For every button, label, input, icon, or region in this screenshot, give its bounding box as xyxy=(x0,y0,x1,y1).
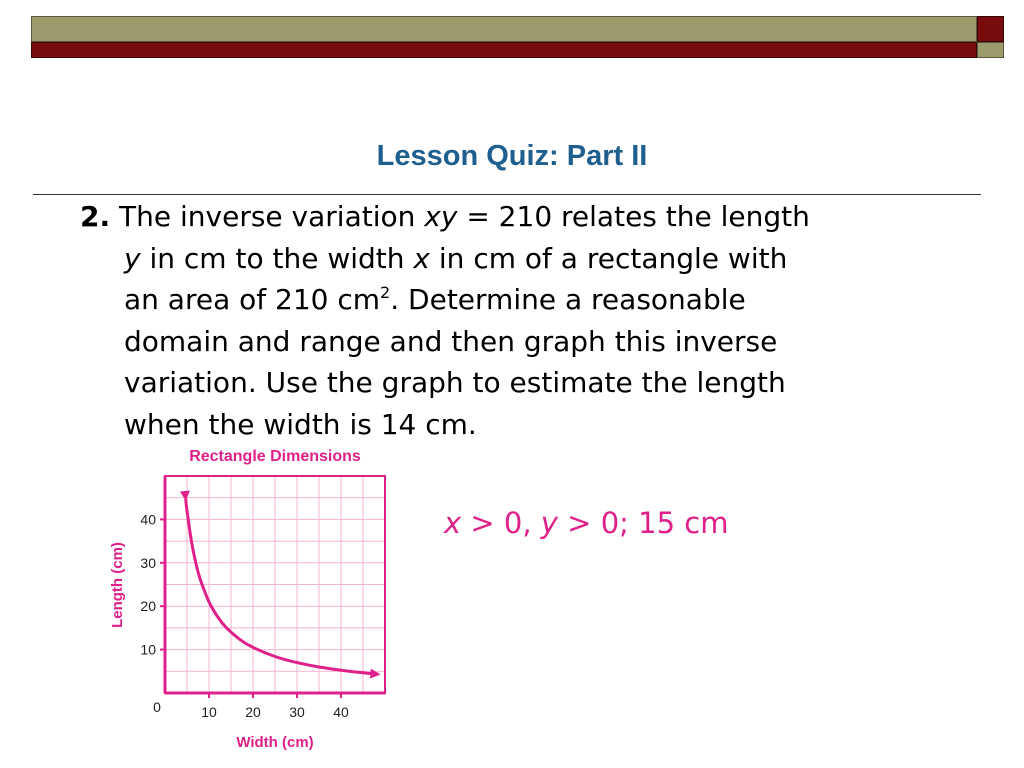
y-tick-label: 20 xyxy=(140,598,156,615)
question-text-span: = 210 relates the length xyxy=(457,200,810,233)
question-line-6: when the width is 14 cm. xyxy=(124,407,477,441)
question-number: 2. xyxy=(80,200,111,233)
variable-xy: xy xyxy=(424,200,458,233)
y-tick-label: 10 xyxy=(140,641,156,658)
axis-ticks xyxy=(140,511,349,720)
x-tick-label: 40 xyxy=(333,704,349,720)
answer-part-2: > 0; 15 cm xyxy=(557,506,729,540)
x-tick-label: 20 xyxy=(245,704,261,720)
inverse-variation-curve xyxy=(186,499,379,674)
x-tick-label: 10 xyxy=(201,704,217,720)
x-axis-label: Width (cm) xyxy=(236,734,314,751)
answer-part-1: > 0, xyxy=(461,506,541,540)
y-tick-label: 40 xyxy=(140,511,156,528)
question-text-span: . Determine a reasonable xyxy=(390,283,746,316)
question-text-span: in cm of a rectangle with xyxy=(430,241,788,275)
y-axis-label: Length (cm) xyxy=(109,542,126,628)
superscript-2: 2 xyxy=(380,283,391,302)
chart-grid xyxy=(165,476,385,693)
slide-title: Lesson Quiz: Part II xyxy=(376,140,648,172)
variable-x: x xyxy=(413,241,430,275)
y-tick-label: 30 xyxy=(140,554,156,571)
chart-title: Rectangle Dimensions xyxy=(189,448,361,465)
question-line-5: variation. Use the graph to estimate the length xyxy=(124,366,786,399)
variable-y: y xyxy=(124,241,141,275)
answer-var-y: y xyxy=(540,506,558,540)
question-text-span: in cm to the width xyxy=(140,241,414,275)
question-text-span: an area of 210 cm xyxy=(124,283,381,316)
origin-label: 0 xyxy=(153,699,161,715)
question-text-span: The inverse variation xyxy=(119,200,425,233)
question-line-4: domain and range and then graph this inverse xyxy=(124,324,778,358)
answer-var-x: x xyxy=(444,506,462,540)
x-tick-label: 30 xyxy=(289,704,305,720)
